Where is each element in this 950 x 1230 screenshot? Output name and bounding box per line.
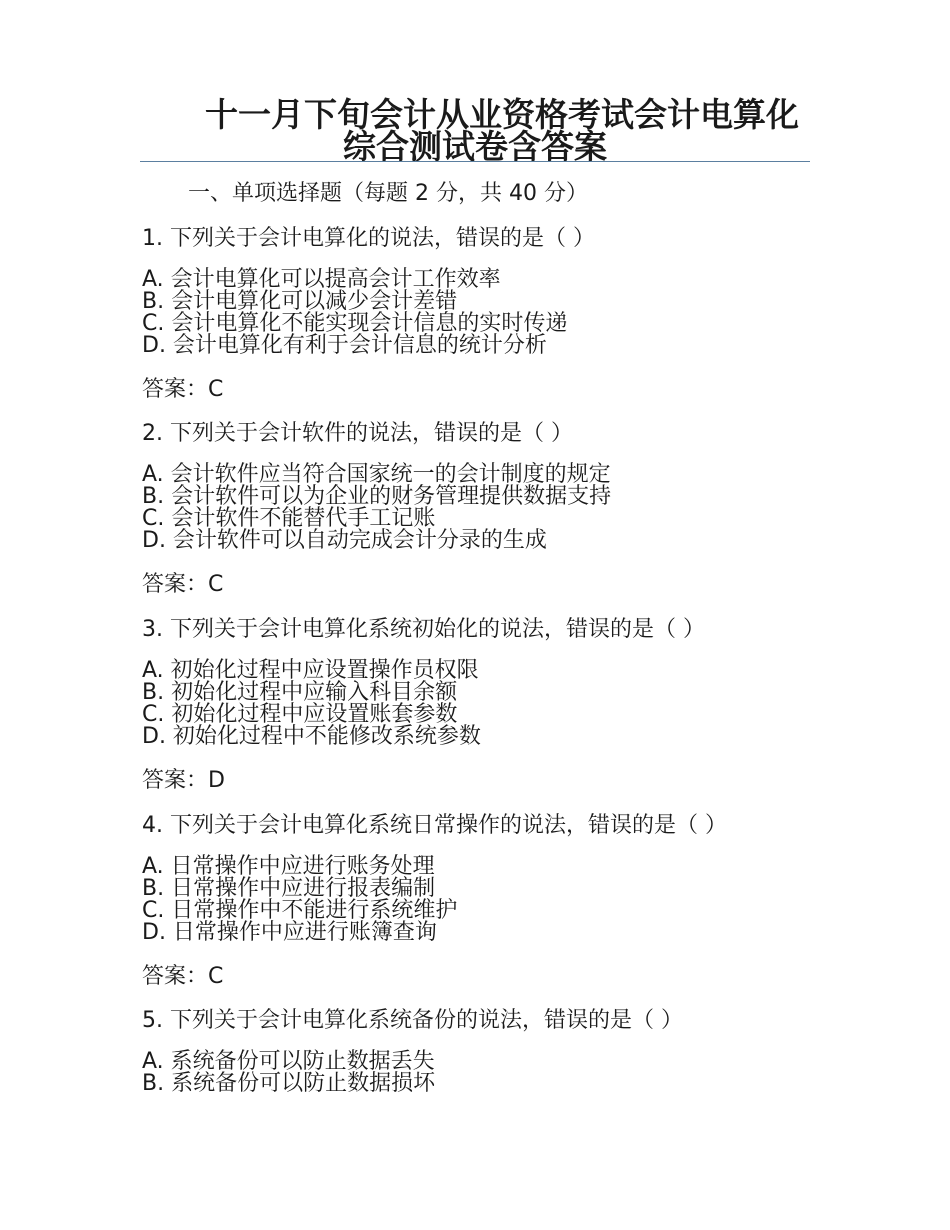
option-d: D. 会计电算化有利于会计信息的统计分析 (142, 333, 547, 358)
question-stem: 5. 下列关于会计电算化系统备份的说法，错误的是（ ） (142, 1008, 683, 1033)
option-b: B. 系统备份可以防止数据损坏 (142, 1071, 436, 1096)
option-c: C. 会计软件不能替代手工记账 (142, 506, 436, 531)
option-list (142, 1051, 842, 1095)
answer-text: 答案：C (142, 572, 224, 597)
option-b: B. 会计软件可以为企业的财务管理提供数据支持 (142, 484, 612, 509)
question-block-2 (142, 420, 842, 599)
question-stem: 3. 下列关于会计电算化系统初始化的说法，错误的是（ ） (142, 617, 705, 642)
option-b: B. 初始化过程中应输入科目余额 (142, 680, 458, 705)
question-stem: 4. 下列关于会计电算化系统日常操作的说法，错误的是（ ） (142, 813, 727, 838)
question-stem: 2. 下列关于会计软件的说法，错误的是（ ） (142, 421, 573, 446)
option-d: D. 日常操作中应进行账簿查询 (142, 920, 437, 945)
option-a: A. 会计电算化可以提高会计工作效率 (142, 267, 501, 292)
question-stem: 1. 下列关于会计电算化的说法，错误的是（ ） (142, 226, 595, 251)
title-divider (140, 161, 810, 162)
question-block-4 (142, 812, 842, 991)
option-list (142, 660, 842, 748)
document-title-line2: 综合测试卷含答案 (343, 127, 607, 166)
option-list (142, 269, 842, 357)
option-c: C. 会计电算化不能实现会计信息的实时传递 (142, 311, 568, 336)
question-block-1 (142, 225, 842, 404)
option-d: D. 会计软件可以自动完成会计分录的生成 (142, 528, 547, 553)
option-d: D. 初始化过程中不能修改系统参数 (142, 724, 481, 749)
answer-text: 答案：C (142, 377, 224, 402)
document-title-line1: 十一月下旬会计从业资格考试会计电算化 (205, 95, 799, 134)
option-a: A. 系统备份可以防止数据丢失 (142, 1049, 435, 1074)
option-list (142, 464, 842, 552)
answer-text: 答案：D (142, 768, 225, 793)
document-title (140, 95, 810, 166)
option-b: B. 会计电算化可以减少会计差错 (142, 289, 458, 314)
answer-text: 答案：C (142, 964, 224, 989)
question-block-5 (142, 1007, 842, 1095)
option-a: A. 初始化过程中应设置操作员权限 (142, 658, 479, 683)
option-list (142, 856, 842, 944)
option-c: C. 日常操作中不能进行系统维护 (142, 898, 458, 923)
section-heading: 一、单项选择题（每题 2 分，共 40 分） (188, 181, 588, 206)
question-block-3 (142, 616, 842, 795)
option-a: A. 会计软件应当符合国家统一的会计制度的规定 (142, 462, 611, 487)
option-c: C. 初始化过程中应设置账套参数 (142, 702, 458, 727)
option-b: B. 日常操作中应进行报表编制 (142, 876, 436, 901)
option-a: A. 日常操作中应进行账务处理 (142, 854, 435, 879)
